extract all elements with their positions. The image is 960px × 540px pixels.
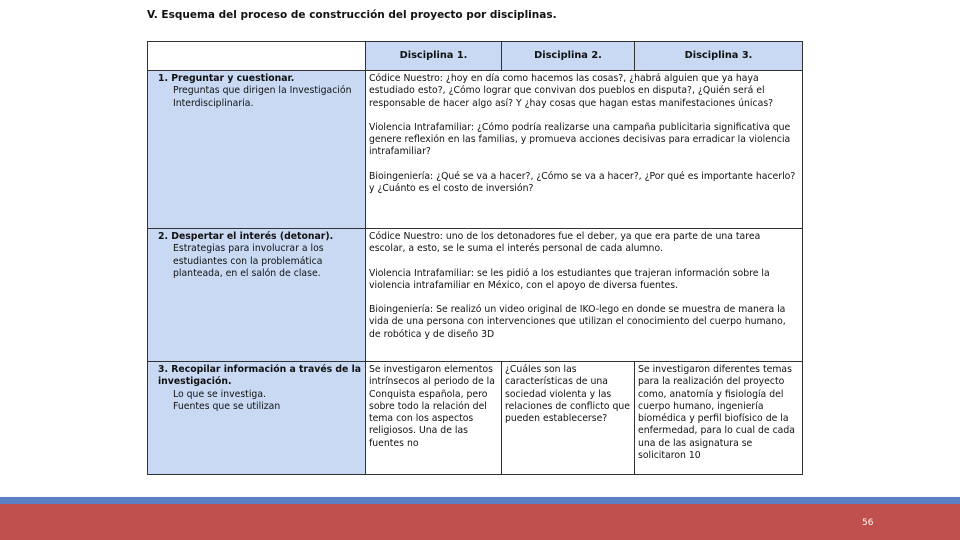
row-label-desc: Preguntas que dirigen la Investigación Interdisciplinaria. (173, 85, 352, 109)
row-content-cell (366, 229, 803, 362)
paragraph-violencia: Violencia Intrafamiliar: ¿Cómo podría realizarse una campaña publicitaria significativa que genere reflexión en las familias, y promueva acciones decisivas para erradicar la violencia intrafamiliar? (369, 121, 791, 158)
paragraph-bioingenieria: Bioingeniería: Se realizó un video original de IKO-lego en donde se muestra de manera la vida de una persona con intervenciones que utilizan el conocimiento del cuerpo humano, de robótica y de diseño 3D (369, 304, 786, 340)
row-label-cell (148, 229, 366, 362)
row-label-cell (148, 362, 366, 475)
paragraph-codice: Códice Nuestro: ¿hoy en día como hacemos las cosas?, ¿habrá alguien que ya haya estudiado esto?, ¿Cómo lograr que convivan dos pueblos en disputa?, ¿Quién será el responsable de hacer algo así? Y ¿hay cosas que hagan estas manifestaciones únicas? (369, 73, 774, 109)
header-discipline-2: Disciplina 2. (502, 42, 635, 71)
header-discipline-3: Disciplina 3. (635, 42, 803, 71)
row-label-desc-line: Lo que se investiga. (173, 388, 266, 400)
footer-accent-strip (0, 497, 960, 504)
table-row (148, 71, 803, 229)
row-label-title: 3. Recopilar información a través de la investigación. (158, 364, 362, 388)
row-label-cell (148, 71, 366, 229)
slide-title: V. Esquema del proceso de construcción del proyecto por disciplinas. (147, 9, 557, 21)
discipline-3-cell: Se investigaron diferentes temas para la realización del proyecto como, anatomía y fisiología del cuerpo humano, ingeniería biomédica y perfil biofísico de la enfermedad, para lo cual de cada una de las asignatura se solicitaron 10 (635, 362, 803, 475)
discipline-1-cell: Se investigaron elementos intrínsecos al periodo de la Conquista española, pero sobre todo la relación del tema con los aspectos religiosos. Una de las fuentes no (366, 362, 502, 475)
discipline-2-cell: ¿Cuáles son las características de una sociedad violenta y las relaciones de conflicto que pueden establecerse? (502, 362, 635, 475)
paragraph-codice: Códice Nuestro: uno de los detonadores fue el deber, ya que era parte de una tarea escolar, a esto, se le suma el interés personal de cada alumno. (369, 231, 761, 255)
row-label-desc: Estrategias para involucrar a los estudiantes con la problemática planteada, en el salón de clase. (173, 243, 324, 279)
header-row (148, 42, 803, 71)
header-discipline-1: Disciplina 1. (366, 42, 502, 71)
table-row (148, 362, 803, 475)
row-label-desc-line: Fuentes que se utilizan (173, 400, 281, 412)
footer-bar (0, 504, 960, 540)
paragraph-violencia: Violencia Intrafamiliar: se les pidió a los estudiantes que trajeran información sobre la violencia intrafamiliar en México, con el apoyo de diversa fuentes. (369, 267, 770, 291)
page-number: 56 (862, 518, 874, 528)
row-label-title: 1. Preguntar y cuestionar. (158, 73, 295, 84)
header-blank-cell (148, 42, 366, 71)
discipline-table (147, 41, 803, 475)
paragraph-bioingenieria: Bioingeniería: ¿Qué se va a hacer?, ¿Cómo se va a hacer?, ¿Por qué es importante hacerlo? y ¿Cuánto es el costo de inversión? (369, 170, 796, 195)
row-content-cell (366, 71, 803, 229)
table-row (148, 229, 803, 362)
row-label-title: 2. Despertar el interés (detonar). (158, 231, 334, 242)
